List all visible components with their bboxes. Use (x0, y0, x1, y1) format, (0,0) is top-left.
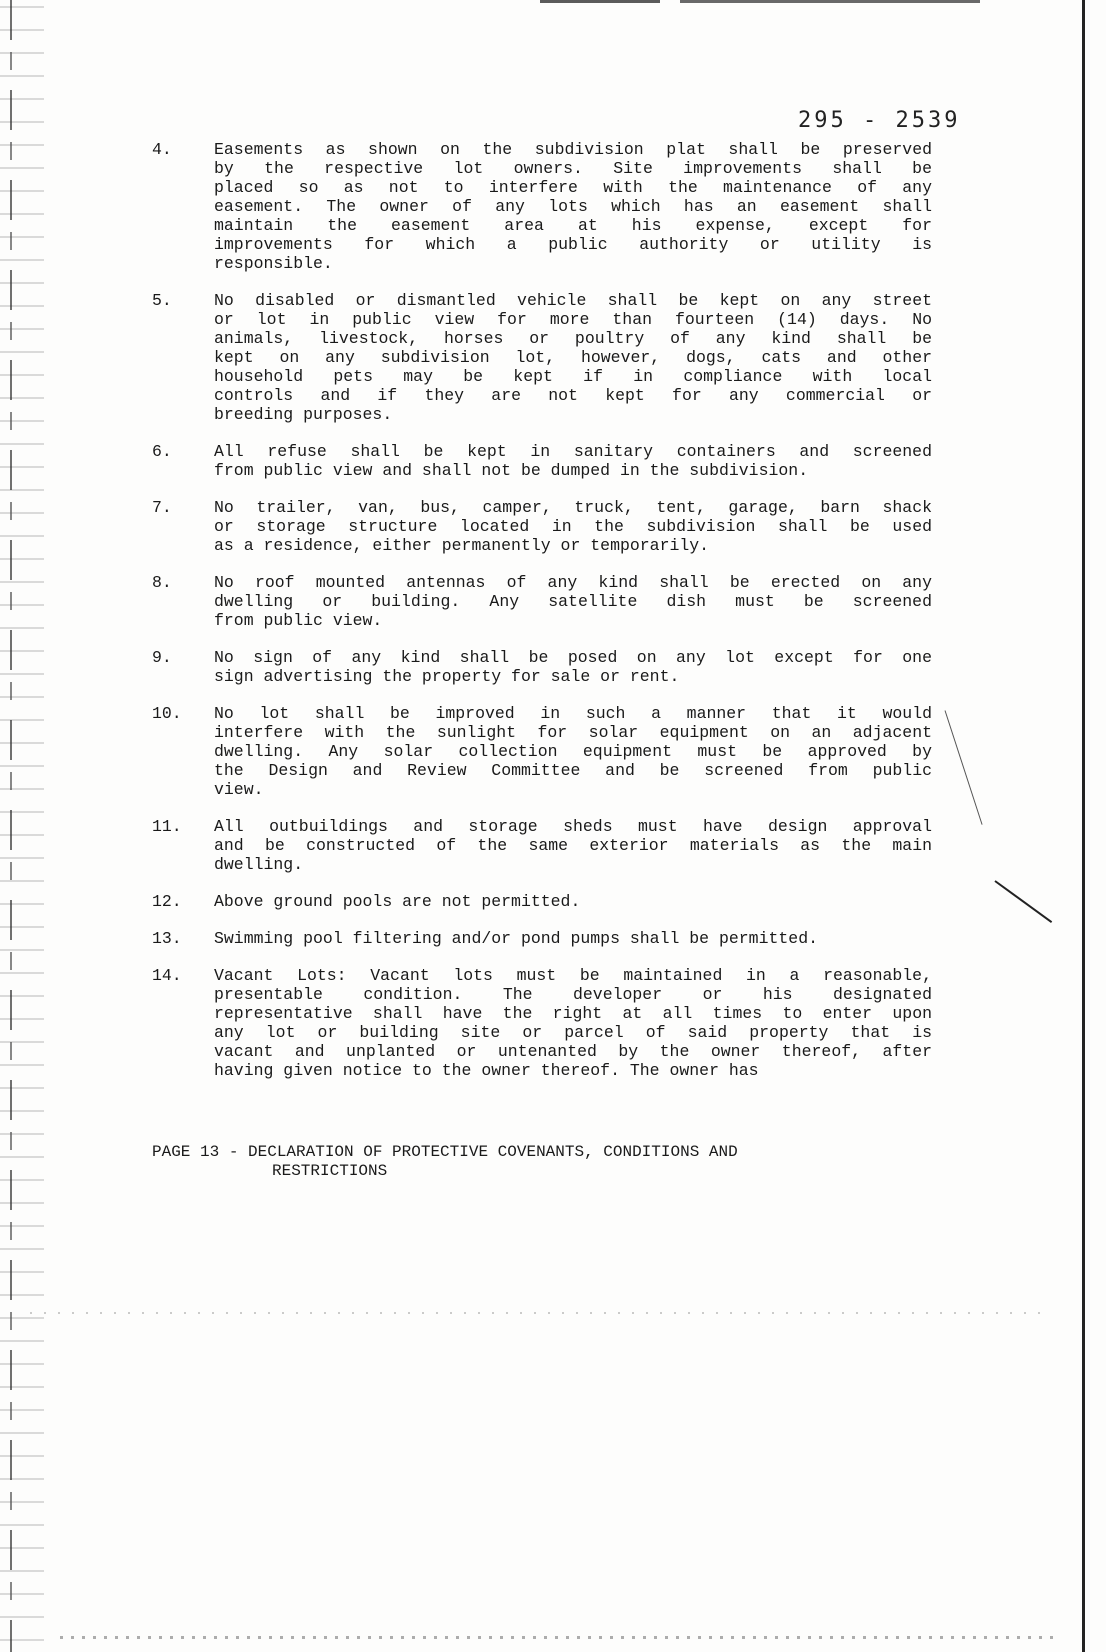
text-line: representative shall have the right at all times to enter upon (214, 1004, 932, 1023)
text-line: from public view. (214, 611, 383, 630)
covenant-item (152, 817, 932, 874)
item-number: 5. (152, 291, 172, 310)
scan-edge-artifact (0, 0, 44, 1652)
item-number: 12. (152, 892, 182, 911)
text-line: view. (214, 780, 264, 799)
text-line: Vacant Lots: Vacant lots must be maintained in a reasonable, (214, 966, 932, 985)
scan-pen-stroke (945, 710, 983, 824)
item-number: 8. (152, 573, 172, 592)
item-number: 10. (152, 704, 182, 723)
text-line: from public view and shall not be dumped in the subdivision. (214, 461, 809, 480)
text-line: or lot in public view for more than fourteen (14) days. No (214, 310, 932, 329)
item-text (214, 140, 932, 273)
text-line: presentable condition. The developer or his designated (214, 985, 932, 1004)
item-text (214, 648, 932, 686)
item-number: 13. (152, 929, 182, 948)
scan-speckle (30, 1312, 1050, 1314)
text-line: dwelling or building. Any satellite dish must be screened (214, 592, 932, 611)
item-text (214, 704, 932, 799)
item-text (214, 442, 932, 480)
text-line: dwelling. (214, 855, 304, 874)
covenant-item (152, 140, 932, 273)
text-line: placed so as not to interfere with the maintenance of any (214, 178, 932, 197)
item-number: 11. (152, 817, 182, 836)
text-line: No roof mounted antennas of any kind shall be erected on any (214, 573, 932, 592)
text-line: No trailer, van, bus, camper, truck, tent, garage, barn shack (214, 498, 932, 517)
covenant-item (152, 966, 932, 1080)
page-number-stamp: 295 - 2539 (798, 108, 961, 133)
scan-speckle (60, 1636, 1060, 1639)
text-line: Easements as shown on the subdivision plat shall be preserved (214, 140, 932, 159)
text-line: animals, livestock, horses or poultry of any kind shall be (214, 329, 932, 348)
text-line: and be constructed of the same exterior materials as the main (214, 836, 932, 855)
covenant-item (152, 442, 932, 480)
covenant-list (152, 140, 932, 1098)
text-line: Swimming pool filtering and/or pond pumps shall be permitted. (214, 929, 818, 948)
item-number: 6. (152, 442, 172, 461)
footer-line: RESTRICTIONS (272, 1162, 388, 1180)
text-line: breeding purposes. (214, 405, 393, 424)
text-line: sign advertising the property for sale or rent. (214, 667, 680, 686)
text-line: No lot shall be improved in such a manner that it would (214, 704, 932, 723)
text-line: kept on any subdivision lot, however, dogs, cats and other (214, 348, 932, 367)
text-line: controls and if they are not kept for any commercial or (214, 386, 932, 405)
item-text (214, 498, 932, 555)
item-text (214, 929, 932, 948)
text-line: the Design and Review Committee and be screened from public (214, 761, 932, 780)
text-line: No disabled or dismantled vehicle shall be kept on any street (214, 291, 932, 310)
text-line: All refuse shall be kept in sanitary containers and screened (214, 442, 932, 461)
text-line: as a residence, either permanently or temporarily. (214, 536, 710, 555)
covenant-item (152, 291, 932, 424)
covenant-item (152, 498, 932, 555)
text-line: improvements for which a public authority or utility is (214, 235, 932, 254)
item-text (214, 892, 932, 911)
text-line: vacant and unplanted or untenanted by the owner thereof, after (214, 1042, 932, 1061)
scan-edge-line (10, 0, 12, 1652)
text-line: household pets may be kept if in compliance with local (214, 367, 932, 386)
text-line: All outbuildings and storage sheds must have design approval (214, 817, 932, 836)
item-text (214, 817, 932, 874)
scan-pen-stroke (994, 880, 1052, 923)
text-line: or storage structure located in the subdivision shall be used (214, 517, 932, 536)
item-number: 7. (152, 498, 172, 517)
text-line: Above ground pools are not permitted. (214, 892, 581, 911)
text-line: responsible. (214, 254, 333, 273)
text-line: dwelling. Any solar collection equipment must be approved by (214, 742, 932, 761)
item-number: 4. (152, 140, 172, 159)
covenant-item (152, 892, 932, 911)
text-line: interfere with the sunlight for solar equipment on an adjacent (214, 723, 932, 742)
covenant-item (152, 929, 932, 948)
page-footer (152, 1143, 912, 1181)
item-text (214, 291, 932, 424)
covenant-item (152, 704, 932, 799)
text-line: having given notice to the owner thereof. The owner has (214, 1061, 759, 1080)
item-text (214, 573, 932, 630)
item-text (214, 966, 932, 1080)
covenant-item (152, 573, 932, 630)
scan-right-edge-line (1082, 0, 1085, 1652)
scan-top-mark (540, 0, 980, 3)
covenant-item (152, 648, 932, 686)
text-line: easement. The owner of any lots which has an easement shall (214, 197, 932, 216)
text-line: any lot or building site or parcel of said property that is (214, 1023, 932, 1042)
text-line: maintain the easement area at his expense, except for (214, 216, 932, 235)
footer-line: PAGE 13 - DECLARATION OF PROTECTIVE COVENANTS, CONDITIONS AND (152, 1143, 738, 1161)
text-line: No sign of any kind shall be posed on any lot except for one (214, 648, 932, 667)
item-number: 14. (152, 966, 182, 985)
item-number: 9. (152, 648, 172, 667)
text-line: by the respective lot owners. Site improvements shall be (214, 159, 932, 178)
